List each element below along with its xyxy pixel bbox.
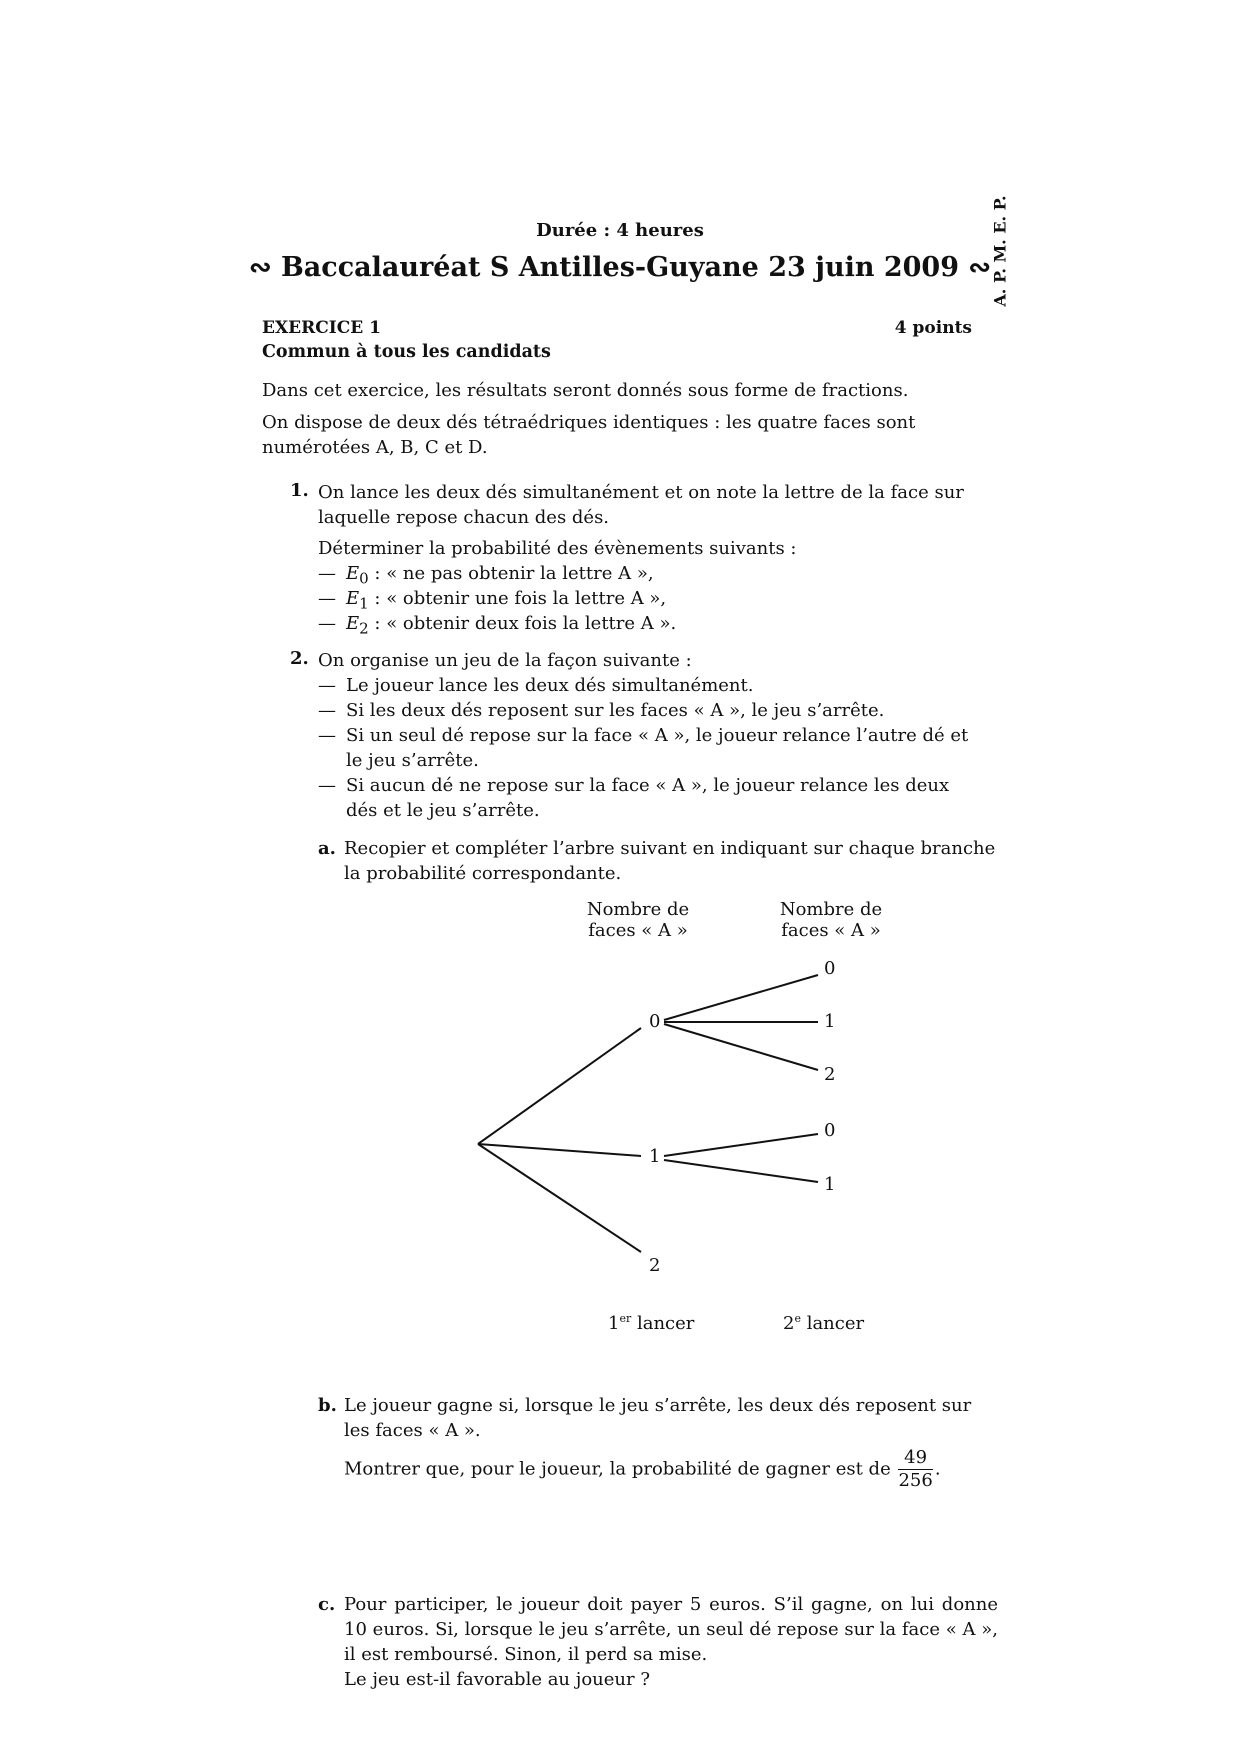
q2b [318,1393,998,1492]
rule-text: Si aucun dé ne repose sur la face « A », le joueur relance les deux dés et le jeu s’arrête. [346,775,950,821]
tree-foot-1 [608,1312,694,1334]
tree-col1-head-line: Nombre de [586,899,690,920]
q2b-text2-line: Montrer que, pour le joueur, la probabilité de gagner est de $\frac{49}{256}$ . [344,1447,941,1491]
tree-branch [664,1024,818,1070]
q1-instruction: Déterminer la probabilité des évènements suivants : [318,538,797,559]
event-var: E [346,588,360,609]
dash: — [318,675,336,696]
event-text: : « obtenir deux fois la lettre A ». [368,613,677,634]
q2-text: On organise un jeu de la façon suivante : [318,650,692,671]
intro-2: On dispose de deux dés tétraédriques identiques : les quatre faces sont numérotées A, B, C et D. [262,412,916,458]
tree-node-l2: 0 [824,958,836,979]
q2b-label: b. [318,1395,337,1416]
rule-text: Si un seul dé repose sur la face « A », le joueur relance l’autre dé et le jeu s’arrête. [346,725,969,771]
dash: — [318,563,336,584]
foot-text: lancer [631,1313,695,1334]
foot-text: lancer [800,1313,865,1334]
page-title: ∾ Baccalauréat S Antilles-Guyane 23 juin 2009 ∾ [248,252,992,283]
q2b-text2: Montrer que, pour le joueur, la probabilité de gagner est de [344,1458,891,1480]
dash: — [318,725,336,746]
event-var: E [346,613,360,634]
intro-1: Dans cet exercice, les résultats seront donnés sous forme de fractions. [262,380,909,401]
q2c-text: Pour participer, le joueur doit payer 5 euros. S’il gagne, on lui donne 10 euros. Si, lorsque le jeu s’arrête, un seul dé repose sur la face « A », il est remboursé. Sinon, il perd sa mise. [344,1594,998,1665]
q2a-text: Recopier et compléter l’arbre suivant en indiquant sur chaque branche la probabilité correspondante. [344,838,996,884]
fraction-num: 49 [898,1447,932,1470]
foot-sup: e [794,1312,801,1325]
tree-node-l2: 0 [824,1120,836,1141]
tree-branch [478,1144,641,1252]
event-text: : « obtenir une fois la lettre A », [368,588,667,609]
side-label-text: A. P. M. E. P. [990,195,1010,307]
tree-branch [478,1144,641,1156]
dash: — [318,700,336,721]
q1-text: On lance les deux dés simultanément et on note la lettre de la face sur laquelle repose chacun des dés. [318,482,964,528]
tree-col2-head-line: Nombre de [779,899,883,920]
q1-number: 1. [290,480,309,501]
tree-node-l1: 0 [649,1011,661,1032]
exercise-subtitle: Commun à tous les candidats [262,342,551,362]
event-sub: 1 [359,594,369,613]
tree-col1-head-line: faces « A » [588,920,688,941]
foot-num: 1 [608,1313,620,1334]
tree-branch [664,1134,818,1156]
tree-node-l2: 1 [824,1011,836,1032]
tree-node-l1: 1 [649,1146,661,1167]
event-sub: 0 [359,569,369,588]
tree-node-l2: 1 [824,1174,836,1195]
event-var: E [346,563,360,584]
q2b-text: Le joueur gagne si, lorsque le jeu s’arrête, les deux dés reposent sur les faces « A ». [344,1395,972,1441]
q2c-question: Le jeu est-il favorable au joueur ? [344,1669,650,1690]
fraction [898,1447,932,1492]
foot-num: 2 [783,1313,795,1334]
tree-node-l2: 2 [824,1064,836,1085]
duration: Durée : 4 heures [536,220,704,241]
tree-branch [664,975,818,1020]
exercise-heading: EXERCICE 1 [262,318,381,338]
tree-node-l1: 2 [649,1255,661,1276]
fraction-den: 256 [898,1470,933,1491]
rule-text: Si les deux dés reposent sur les faces « A », le jeu s’arrête. [346,700,885,721]
dash: — [318,613,336,634]
dash: — [318,588,336,609]
rule-text: Le joueur lance les deux dés simultanément. [346,675,754,696]
event-text: : « ne pas obtenir la lettre A », [368,563,654,584]
event-sub: 2 [359,619,369,638]
tree-col2-head-line: faces « A » [781,920,881,941]
q2c-label: c. [318,1594,336,1615]
tree-foot-2 [783,1312,864,1334]
dash: — [318,775,336,796]
tree-branch [664,1160,818,1182]
q2-number: 2. [290,648,309,669]
q2a-label: a. [318,838,336,859]
foot-sup: er [619,1312,632,1325]
q2c [318,1592,998,1692]
tree-branch [478,1028,641,1144]
exercise-points: 4 points [894,318,972,338]
